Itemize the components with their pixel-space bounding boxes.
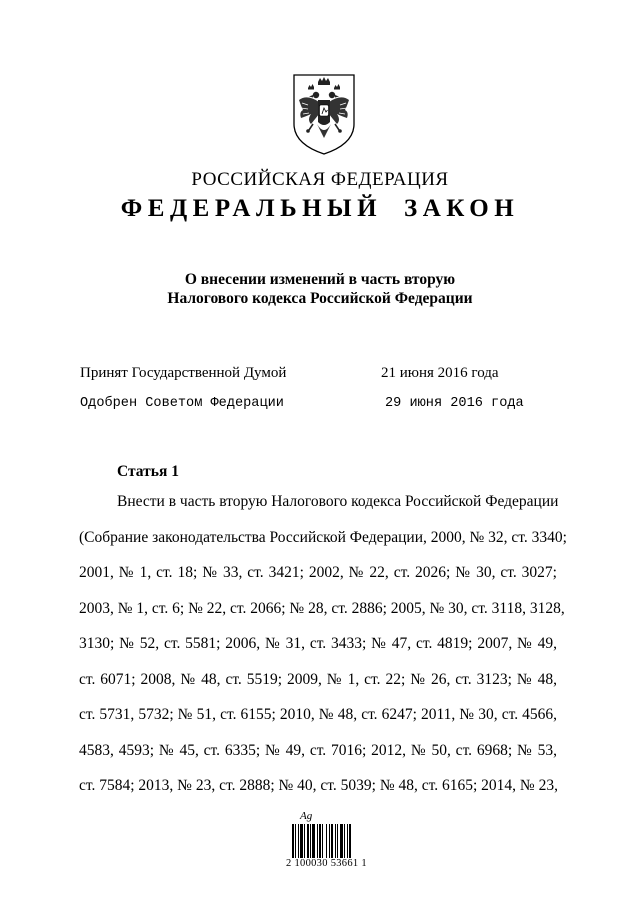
document-type-word-2: ЗАКОН bbox=[404, 195, 520, 222]
duma-adoption-label: Принят Государственной Думой bbox=[80, 365, 287, 381]
barcode-icon bbox=[292, 824, 372, 858]
barcode-initials: Ag bbox=[300, 810, 313, 822]
article-text-line: Внести в часть вторую Налогового кодекса Российской Федерации bbox=[117, 493, 559, 510]
article-text-line: 2001, № 1, ст. 18; № 33, ст. 3421; 2002, № 22, ст. 2026; № 30, ст. 3027; bbox=[79, 564, 557, 581]
article-text-line: 4583, 4593; № 45, ст. 6335; № 49, ст. 7016; 2012, № 50, ст. 6968; № 53, bbox=[79, 741, 557, 759]
document-type-heading bbox=[0, 195, 640, 223]
law-title-line-1: О внесении изменений в часть вторую bbox=[184, 271, 456, 288]
document-barcode bbox=[286, 810, 386, 870]
duma-adoption-date: 21 июня 2016 года bbox=[381, 365, 499, 381]
article-text-line: ст. 5731, 5732; № 51, ст. 6155; 2010, № 48, ст. 6247; 2011, № 30, ст. 4566, bbox=[79, 706, 557, 723]
barcode-number: 2 100030 53661 1 bbox=[286, 858, 367, 869]
council-approval-date: 29 июня 2016 года bbox=[385, 396, 524, 411]
article-text-line: ст. 7584; 2013, № 23, ст. 2888; № 40, ст. 5039; № 48, ст. 6165; 2014, № 23, bbox=[79, 777, 558, 794]
article-text-line: ст. 6071; 2008, № 48, ст. 5519; 2009, № 1, ст. 22; № 26, ст. 3123; № 48, bbox=[79, 670, 557, 688]
article-text-line: 3130; № 52, ст. 5581; 2006, № 31, ст. 3433; № 47, ст. 4819; 2007, № 49, bbox=[79, 635, 557, 652]
article-text-line: (Собрание законодательства Российской Федерации, 2000, № 32, ст. 3340; bbox=[79, 528, 567, 546]
article-text-line: 2003, № 1, ст. 6; № 22, ст. 2066; № 28, ст. 2886; 2005, № 30, ст. 3118, 3128, bbox=[79, 599, 565, 617]
coat-of-arms-icon bbox=[291, 72, 357, 156]
country-heading: РОССИЙСКАЯ ФЕДЕРАЦИЯ bbox=[191, 169, 449, 190]
article-heading: Статья 1 bbox=[117, 463, 179, 480]
document-type-word-1: ФЕДЕРАЛЬНЫЙ bbox=[120, 195, 383, 222]
law-title bbox=[0, 270, 640, 308]
law-title-line-2: Налогового кодекса Российской Федерации bbox=[167, 290, 473, 307]
council-approval-label: Одобрен Советом Федерации bbox=[80, 396, 284, 411]
